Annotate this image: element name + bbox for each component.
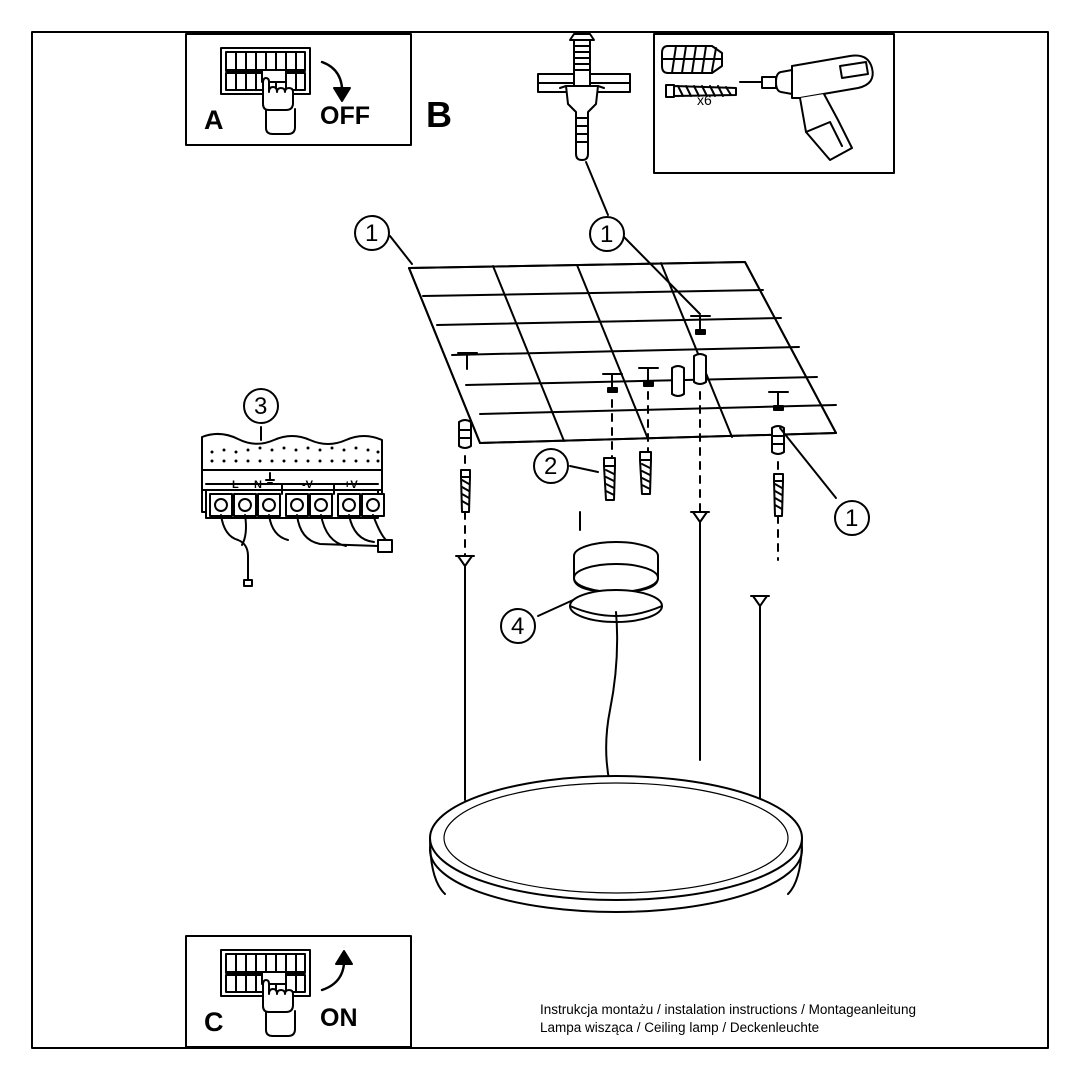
callout-label-4: 4 [511,613,525,640]
wall-plug-icon [662,46,722,73]
screw-drop-1 [461,470,470,512]
step-a-action-label: OFF [320,102,370,130]
screw-loose-1 [604,458,615,500]
ceiling-hole-a [694,354,706,384]
terminal-label-l: L [232,479,239,491]
plug-inserted-1 [459,420,471,448]
footer-line-2: Lampa wisząca / Ceiling lamp / Deckenleuchte [540,1020,820,1035]
step-b-letter: B [426,94,453,135]
callout-label-1-right: 1 [845,505,859,532]
screw-drop-2 [774,474,783,516]
step-a-letter: A [204,105,224,135]
footer-line-1: Instrukcja montażu / instalation instructions / Montageanleitung [540,1002,916,1017]
callout-label-2: 2 [544,453,558,480]
canopy-cover [574,542,658,592]
callout-label-1-top: 1 [600,221,614,248]
terminal-label-n: N [254,479,262,491]
callout-label-3: 3 [254,393,268,420]
callout-label-1-left: 1 [365,220,379,247]
parts-quantity-label: x6 [697,92,712,108]
lamp-ring [430,776,802,912]
step-c-action-label: ON [320,1004,358,1032]
terminal-label-plus-v: +V [344,479,358,491]
step-c-letter: C [204,1007,224,1037]
ceiling-hole-b [672,366,684,396]
terminal-label-minus-v: -V [302,479,313,491]
screw-loose-2 [640,452,651,494]
